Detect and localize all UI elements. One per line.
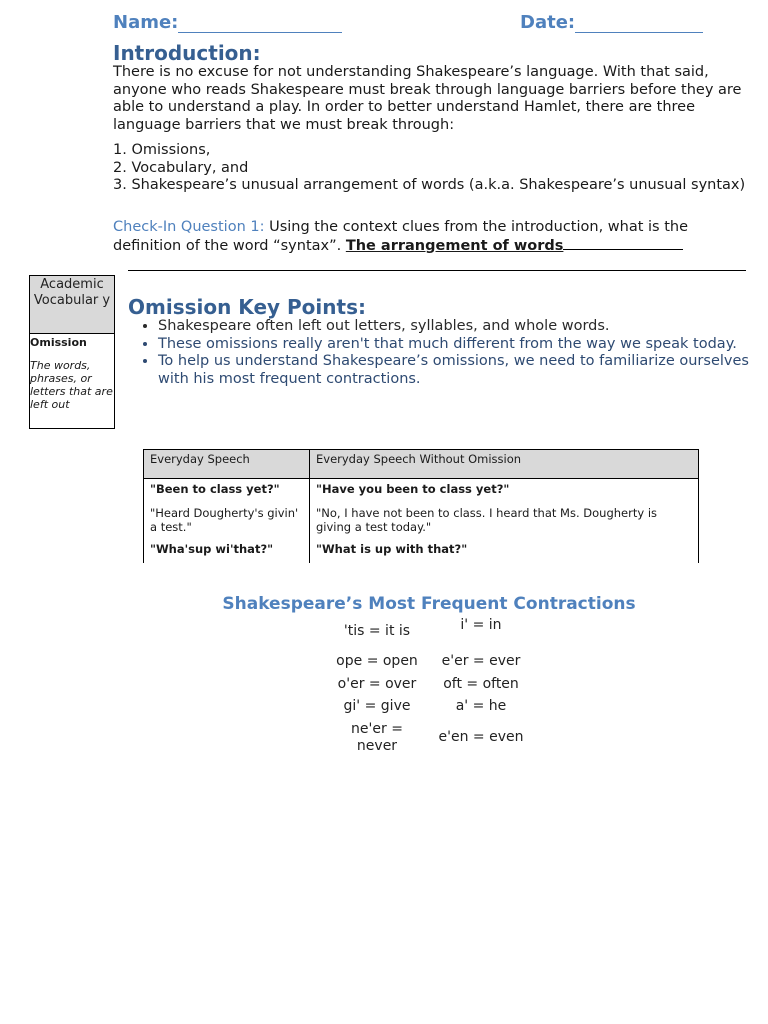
contractions-heading: Shakespeare’s Most Frequent Contractions: [222, 594, 636, 614]
name-field[interactable]: [113, 12, 342, 33]
table-cell: "Wha'sup wi'that?": [144, 539, 310, 563]
contraction-item: e'en = even: [438, 729, 524, 745]
key-point-item: • To help us understand Shakespeare’s omissions, we need to familiarize ourselves with his most frequent contractions.: [158, 353, 758, 388]
academic-vocabulary-box: [29, 276, 115, 429]
contraction-item: o'er = over: [337, 676, 417, 692]
key-point-item: • These omissions really aren't that much different from the way we speak today.: [158, 336, 758, 354]
table-cell: "No, I have not been to class. I heard that Ms. Dougherty is giving a test today.": [310, 503, 699, 539]
table-cell: "Heard Dougherty's givin' a test.": [144, 503, 310, 539]
checkin-label: Check-In Question 1:: [113, 219, 265, 235]
name-blank-line[interactable]: [178, 12, 342, 33]
contraction-item: ne'er = never: [351, 721, 403, 754]
contraction-item: gi' = give: [343, 698, 411, 714]
table-header-cell: Everyday Speech: [144, 450, 310, 479]
barrier-item: 3. Shakespeare’s unusual arrangement of words (a.k.a. Shakespeare’s unusual syntax): [113, 177, 746, 193]
table-cell: "Have you been to class yet?": [310, 479, 699, 503]
barrier-list: [113, 142, 747, 195]
key-point-item: • Shakespeare often left out letters, syllables, and whole words.: [158, 318, 758, 336]
name-label: Name:: [113, 12, 179, 33]
table-cell: "What is up with that?": [310, 539, 699, 563]
date-field[interactable]: [520, 12, 703, 33]
table-cell: "Been to class yet?": [144, 479, 310, 503]
table-row: [144, 539, 699, 563]
everyday-speech-table: [143, 449, 699, 563]
contraction-item: 'tis = it is: [343, 623, 411, 639]
barrier-item: 1. Omissions,: [113, 142, 211, 158]
answer-blank-line: [563, 237, 683, 250]
introduction-paragraph: There is no excuse for not understanding Shakespeare’s language. With that said, anyone who reads Shakespeare must break through language barriers before they are able to understand a play. In order to better understand Hamlet, there are three language barriers that we must break through:: [113, 64, 742, 133]
key-points-list: [128, 318, 758, 388]
barrier-item: 2. Vocabulary, and: [113, 159, 249, 176]
introduction-heading: Introduction:: [113, 41, 261, 65]
key-points-heading: Omission Key Points:: [128, 295, 366, 319]
vocab-definition: The words, phrases, or letters that are left out: [30, 359, 113, 411]
table-row: [144, 479, 699, 503]
contraction-item: e'er = ever: [441, 653, 521, 669]
contraction-item: i' = in: [460, 617, 502, 633]
checkin-question: [113, 219, 747, 255]
checkin-question-text: Using the context clues from the introduction, what is the definition of the word “syntax”.: [113, 219, 689, 254]
date-label: Date:: [520, 12, 576, 33]
section-divider: [128, 270, 746, 271]
contraction-item: a' = he: [455, 698, 507, 714]
table-row: [144, 503, 699, 539]
contraction-item: ope = open: [336, 653, 418, 669]
table-header-row: [144, 450, 699, 479]
contraction-item: oft = often: [443, 676, 519, 692]
vocab-heading: Academic Vocabular y: [29, 275, 115, 334]
table-header-cell: Everyday Speech Without Omission: [310, 450, 699, 479]
vocab-term: Omission: [30, 336, 87, 349]
date-blank-line[interactable]: [575, 12, 703, 33]
checkin-answer[interactable]: The arrangement of words: [345, 237, 564, 254]
